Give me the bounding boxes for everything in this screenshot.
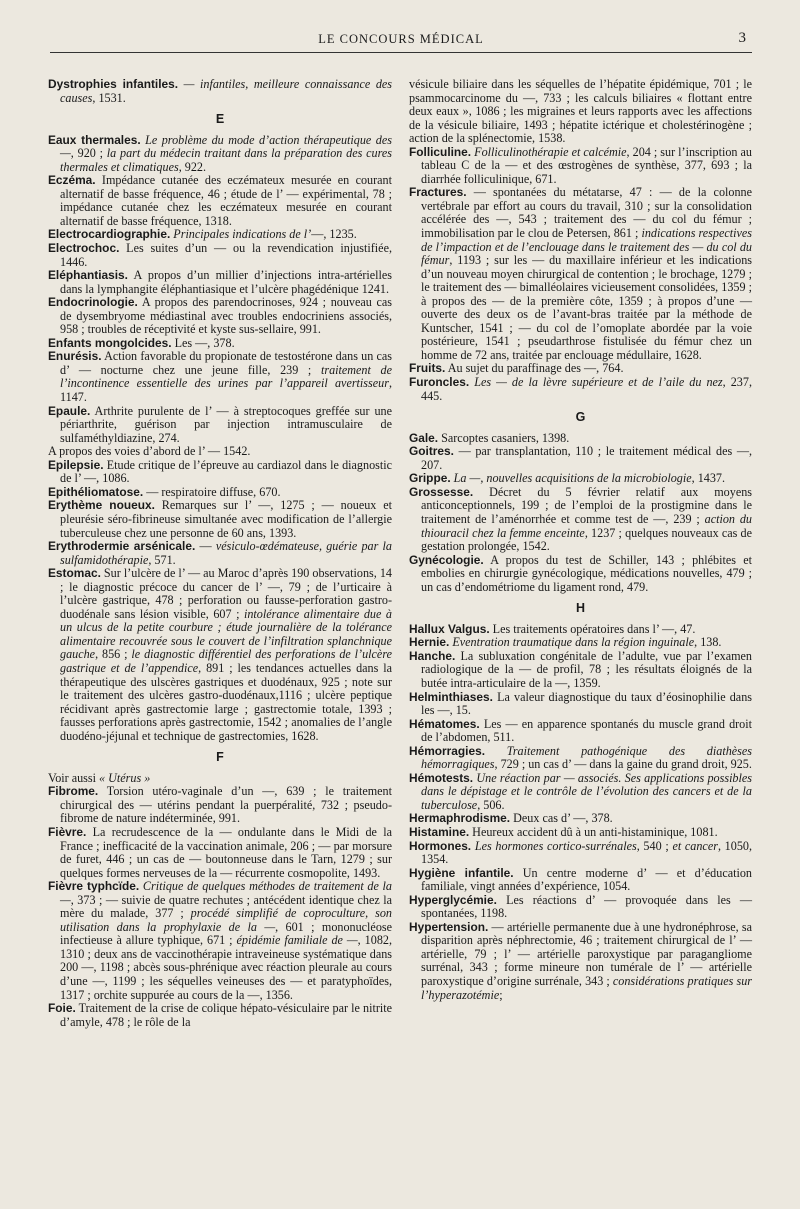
entry-italic-text: action du thiouracil chez la femme enceinte bbox=[421, 511, 752, 540]
entry-text: Torsion utéro-vaginale d’un —, 639 ; le traitement chirurgical des — utérins pendant la puerpéralité, 732 ; pseudo-fibrome de nature indéterminée, 991. bbox=[60, 784, 392, 826]
entry-text: , 1437. bbox=[691, 471, 726, 486]
entry-heading: Fièvre typhcïde. bbox=[48, 879, 140, 894]
entry-text: Les —, 378. bbox=[171, 335, 235, 350]
section-letter: E bbox=[215, 112, 225, 127]
entry-heading: Fibrome. bbox=[48, 784, 99, 799]
index-entry bbox=[48, 269, 392, 296]
entry-text: , 1082, 1310 ; deux ans de vaccinothérapie intraveineuse systématique dans 200 —, 1198 ; abcès sous-phrénique avec réaction pleurale au cours d’une —, 1199 ; les séquelles veineuses des — et paratyphoïdes, 1317 ; orchite suppurée au cours de la —, 1356. bbox=[60, 933, 392, 1002]
index-entry bbox=[48, 134, 392, 175]
index-entry bbox=[409, 894, 752, 921]
entry-text: La recrudescence de la — ondulante dans le Midi de la France ; inefficacité de la vaccination animale, 206 ; — par morsure de furet, 446 ; un cas de — boutonneuse dans le Tarn, 1279 ; sur quelques formes nerveuses de la — récurrente cosmopolite, 1493. bbox=[60, 824, 392, 880]
entry-text: , 601 ; mononucléose infectieuse à allure typhique, 671 ; bbox=[60, 919, 392, 948]
entry-heading: Hallux Valgus. bbox=[409, 621, 490, 636]
index-entry bbox=[409, 186, 752, 362]
entry-text bbox=[485, 744, 507, 758]
entry-heading: Hermaphrodisme. bbox=[409, 811, 511, 826]
entry-heading: Furoncles. bbox=[409, 375, 470, 390]
entry-heading: Estomac. bbox=[48, 566, 101, 581]
entry-italic-text: traitement de l’incontinence essentielle des urines par l’appareil avertisseur bbox=[60, 362, 392, 391]
entry-text: Impédance cutanée des eczémateux mesurée en courant alternatif de basse fréquence, 46 ; étude de l’ — expérimental, 78 ; impédance cutanée chez les eczémateux mesurée en courant alternatif de basse fréquence, 1318. bbox=[60, 173, 392, 228]
entry-text: , 729 ; un cas d’ — dans la gaine du grand droit, 925. bbox=[494, 757, 752, 772]
index-entry-continuation bbox=[409, 78, 752, 146]
entry-text: , 1237 ; quelques nouveaux cas de gestation prolongée, 1542. bbox=[421, 525, 753, 554]
entry-text: Traitement de la crise de colique hépato-vésiculaire par le nitrite d’amyle, 478 ; le rôle de la bbox=[60, 1001, 392, 1029]
entry-heading: Foie. bbox=[48, 1001, 76, 1016]
index-entry bbox=[409, 650, 752, 691]
entry-text: — spontanées du métatarse, 47 : — de la colonne vertébrale par effort au cours du travail, 310 ; sur la consolidation accélérée des —, 543 ; traitement des — du col du fémur ; immobilisation par le clou de Petersen, 861 ; bbox=[421, 185, 752, 241]
entry-text: vésicule biliaire dans les séquelles de l’hépatite épidémique, 701 ; le psammocarcinome du —, 733 ; les calculs biliaires « flottant entre deux eaux », 1086 ; les migraines et leurs rapports avec les affections de la vésicule biliaire, 1493 ; hépatite ictérique et cholestérinogène ; action de la splénectomie, 1538. bbox=[409, 77, 752, 146]
entry-text: , 373 ; — suivie de quatre rechutes ; antécédent identique chez la mère du malade, 377 ; bbox=[60, 892, 392, 921]
index-entry bbox=[48, 826, 392, 880]
entry-text: Sur l’ulcère de l’ — au Maroc d’après 190 observations, 14 ; le diagnostic précoce du cancer de l’ —, 79 ; de l’urticaire à l’ulcère gastrique, 478 ; perforation ou fausse-perforation gastro-duodénale sans lésion visible, 607 ; bbox=[60, 566, 392, 621]
entry-text: Les réactions d’ — provoquée dans les — spontanées, 1198. bbox=[421, 892, 752, 921]
entry-heading: Fièvre. bbox=[48, 824, 87, 839]
entry-text: , 204 ; sur l’inscription au tableau C de la — et des œstrogènes de synthèse, 377, 693 ; la diarrhée folliculinique, 671. bbox=[421, 144, 752, 186]
entry-heading: Hyperglycémie. bbox=[409, 892, 497, 907]
index-entry bbox=[409, 840, 752, 867]
entry-text: , 1531. bbox=[92, 90, 126, 105]
entry-text: Voir aussi bbox=[48, 770, 100, 785]
index-entry bbox=[48, 78, 392, 105]
entry-heading: Hémotests. bbox=[409, 770, 474, 785]
index-entry bbox=[48, 296, 392, 337]
index-entry bbox=[48, 459, 392, 486]
index-entry bbox=[48, 174, 392, 228]
entry-text: — par transplantation, 110 ; le traitement médical des —, 207. bbox=[421, 444, 752, 472]
entry-text: Un centre moderne d’ — et d’éducation familiale, vingt années d’expérience, 1054. bbox=[421, 865, 752, 894]
entry-heading: Electrochoc. bbox=[48, 241, 120, 256]
index-entry bbox=[48, 1002, 392, 1029]
index-entry bbox=[409, 921, 752, 1002]
index-entry bbox=[409, 745, 752, 772]
entry-text: — artérielle permanente due à une hydronéphrose, sa disparition après néphrectomie, 46 ; traitement chirurgical de l’ — artérielle, 79 ; l’ — artérielle paroxystique par paragangliome surrénal, 343 ; forme mineure non tumérale de l’ — artérielle paroxystique d’origine surrénale, 343 ; bbox=[421, 919, 752, 988]
running-title: LE CONCOURS MÉDICAL bbox=[318, 32, 484, 46]
entry-text: La valeur diagnostique du taux d’éosinophilie dans les —, 15. bbox=[421, 689, 752, 718]
entry-heading: Hanche. bbox=[409, 648, 456, 663]
entry-italic-text: vésiculo-œdémateuse, guérie par la sulfamidothérapie bbox=[60, 539, 392, 567]
entry-heading: Grippe. bbox=[409, 471, 451, 486]
entry-heading: Histamine. bbox=[409, 824, 470, 839]
entry-heading: Eléphantiasis. bbox=[48, 268, 128, 283]
entry-italic-text: Eventration traumatique dans la région inguinale bbox=[452, 635, 695, 650]
entry-heading: Enurésis. bbox=[48, 349, 102, 364]
entry-heading: Epilepsie. bbox=[48, 457, 104, 472]
index-entry bbox=[409, 826, 752, 840]
entry-heading: Electrocardiographie. bbox=[48, 227, 171, 242]
entry-text: , 891 ; les tendances actuelles dans la thérapeutique des ulscères gastriques et duodénaux, 925 ; note sur le traitement des ulcères gastro-duodénaux,1116 ; ulcère peptique récidivant après gastrectomie large ; gastrectomie totale, 1393 ; fausses perforations après gastrectomie, 1542 ; anomalies de l’angle duodéno-jéjunal et technique de gastrectomies, 1628. bbox=[60, 660, 392, 743]
index-entry bbox=[48, 499, 392, 540]
entry-text: A propos d’un millier d’injections intra-artérielles dans la lymphangite éléphantiasique et l’ulcère phagédénique 1241. bbox=[60, 268, 392, 296]
entry-heading: Epaule. bbox=[48, 403, 91, 418]
index-entry bbox=[409, 432, 752, 446]
entry-heading: Fruits. bbox=[409, 361, 446, 376]
index-entry-continuation bbox=[48, 772, 392, 786]
entry-text: , 506. bbox=[477, 797, 505, 812]
index-entry bbox=[409, 472, 752, 486]
index-entry bbox=[409, 812, 752, 826]
entry-text: , 920 ; bbox=[70, 146, 107, 161]
index-entry bbox=[48, 567, 392, 743]
index-entry bbox=[409, 718, 752, 745]
entry-text: Les traitements opératoires dans l’ —, 47. bbox=[489, 621, 696, 636]
right-column bbox=[409, 78, 752, 1002]
entry-text: Les suites d’un — ou la revendication injustifiée, 1446. bbox=[60, 241, 392, 269]
entry-text: , 1050, 1354. bbox=[421, 838, 752, 867]
entry-heading: Endocrinologie. bbox=[48, 295, 138, 310]
index-entry bbox=[48, 785, 392, 826]
entry-heading: Goitres. bbox=[409, 444, 454, 459]
entry-heading: Hormones. bbox=[409, 838, 472, 853]
entry-heading: Fractures. bbox=[409, 185, 467, 200]
entry-italic-text: procédé simplifié de coproculture, son utilisation dans la prophylaxie de la — bbox=[60, 906, 392, 934]
index-entry bbox=[48, 405, 392, 446]
section-letter: F bbox=[216, 750, 224, 765]
entry-heading: Hygiène infantile. bbox=[409, 865, 514, 880]
entry-text: Les — en apparence spontanés du muscle grand droit de l’abdomen, 511. bbox=[421, 716, 752, 745]
entry-heading: Hématomes. bbox=[409, 716, 480, 731]
entry-text: A propos des parendocrinoses, 924 ; nouveau cas de dysembryome médiastinal avec troubles endocriniens associés, 958 ; troubles de réceptivité et kyste sus-sellaire, 991. bbox=[60, 295, 392, 337]
entry-text: Action favorable du propionate de testostérone dans un cas d’ — nocturne chez une jeune fille, 239 ; bbox=[60, 349, 392, 377]
index-entry bbox=[409, 362, 752, 376]
entry-text: , 922. bbox=[178, 159, 207, 174]
index-entry bbox=[409, 867, 752, 894]
entry-heading: Gale. bbox=[409, 430, 439, 445]
entry-heading: Erythème noueux. bbox=[48, 498, 155, 513]
entry-italic-text: Une réaction par — associés. Ses applications possibles dans le dépistage et le contrôle de l’évolution des cancers et de la tuberculose bbox=[421, 770, 752, 812]
entry-italic-text: Critique de quelques méthodes de traitement de la — bbox=[60, 879, 392, 907]
entry-heading: Gynécologie. bbox=[409, 552, 484, 567]
entry-italic-text: la part du médecin traitant dans la préparation des cures thermales et climatiques bbox=[60, 146, 392, 174]
left-column bbox=[48, 78, 392, 1029]
index-entry bbox=[409, 445, 752, 472]
entry-heading: Eaux thermales. bbox=[48, 132, 141, 147]
entry-italic-text: La —, nouvelles acquisitions de la microbiologie bbox=[453, 471, 692, 486]
entry-heading: Dystrophies infantiles. bbox=[48, 77, 179, 91]
entry-heading: Epithéliomatose. bbox=[48, 484, 144, 499]
entry-heading: Hernie. bbox=[409, 635, 450, 650]
entry-text: —, 1235. bbox=[311, 227, 357, 242]
index-entry bbox=[48, 242, 392, 269]
entry-heading: Hypertension. bbox=[409, 919, 489, 934]
entry-heading: Folliculine. bbox=[409, 144, 472, 159]
entry-italic-text: « Utérus » bbox=[99, 770, 151, 785]
entry-text: Remarques sur l’ —, 1275 ; — noueux et pleurésie séro-fibrineuse simultanée avec modification de l’allergie tuberculeuse chez une personne de 60 ans, 1393. bbox=[60, 498, 392, 540]
entry-heading: Enfants mongolcides. bbox=[48, 335, 172, 350]
entry-text: A propos du test de Schiller, 143 ; phlébites et embolies en chirurgie gynécologique, médications nouvelles, 479 ; un cas d’endométriome du ligament rond, 479. bbox=[421, 552, 752, 594]
entry-text: Arthrite purulente de l’ — à streptocoques greffée sur une périarthrite, guérison par injection intramusculaire de sulfaméthyldiazine, 274. bbox=[60, 403, 392, 445]
entry-text: Décret du 5 février relatif aux moyens anticonceptionnels, 199 ; de l’emploi de la prostigmine dans le traitement de l’aménorrhée et comme test de —, 239 ; bbox=[421, 484, 752, 526]
index-entry bbox=[409, 486, 752, 554]
entry-italic-text: Les hormones cortico-surrénales bbox=[474, 838, 637, 853]
entry-italic-text: le diagnostic différentiel des perforations de l’ulcère gastrique et de l’appendice bbox=[60, 647, 392, 675]
entry-text: , 540 ; bbox=[636, 838, 673, 853]
index-entry bbox=[409, 554, 752, 595]
entry-heading: Eczéma. bbox=[48, 173, 96, 188]
page-number: 3 bbox=[738, 30, 746, 46]
entry-text: — respiratoire diffuse, 670. bbox=[143, 484, 281, 499]
entry-text: La subluxation congénitale de l’adulte, vue par l’examen radiologique de la — de profil, 78 ; les résultats éloignés de la butée intra-articulaire de la —, 1359. bbox=[421, 648, 752, 690]
entry-heading: Hémorragies. bbox=[409, 743, 486, 758]
entry-heading: Helminthiases. bbox=[409, 689, 493, 704]
entry-italic-text: Principales indications de l’ bbox=[173, 227, 312, 242]
entry-text: , 138. bbox=[694, 635, 722, 650]
entry-text: , 237, 445. bbox=[421, 375, 752, 403]
entry-italic-text: considérations pratiques sur l’hyperazotémie bbox=[421, 974, 752, 1002]
entry-text: A propos des voies d’abord de l’ — 1542. bbox=[48, 444, 251, 459]
index-entry bbox=[409, 623, 752, 637]
entry-text: Au sujet du paraffinage des —, 764. bbox=[445, 361, 624, 376]
index-entry bbox=[409, 146, 752, 187]
entry-italic-text: Les — de la lèvre supérieure et de l’aile du nez bbox=[474, 375, 723, 390]
index-entry bbox=[48, 540, 392, 567]
index-entry-continuation bbox=[48, 445, 392, 459]
entry-text: — bbox=[195, 539, 216, 554]
entry-text: , 1193 ; sur les — du maxillaire inférieur et les indications d’un nouveau moyen chirurgical de contention ; le brochage, 1279 ; le traitement des — bimalléolaires vicieusement consolidées, 1359 ; à propos des — de la première côte, 1359 ; à propos d’une — ouverte des deux os de l’avant-bras traitée par la méthode de Kuntscher, 1541 ; — du col de l’omoplate abordée par la voie postérieure, 1541 ; pseudarthrose fistulisée du fémur chez un homme de 72 ans, traitée par enclouage médullaire, 1628. bbox=[421, 253, 752, 362]
section-letter: G bbox=[575, 410, 586, 425]
entry-italic-text: épidémie familiale de — bbox=[236, 933, 358, 948]
entry-italic-text: Folliculinothérapie et calcémie bbox=[474, 144, 627, 159]
entry-heading: Erythrodermie arsénicale. bbox=[48, 539, 196, 554]
entry-text: , 571. bbox=[148, 552, 176, 567]
entry-text: Deux cas d’ —, 378. bbox=[510, 811, 613, 826]
section-letter: H bbox=[575, 601, 586, 616]
index-entry bbox=[48, 350, 392, 404]
entry-italic-text: Le problème du mode d’action thérapeutique des — bbox=[60, 132, 392, 161]
entry-italic-text: indications respectives de l’impaction et de l’enclouage dans le traitement des — du col du fémur bbox=[421, 226, 752, 268]
entry-text: Etude critique de l’épreuve au cardiazol dans le diagnostic de l’ —, 1086. bbox=[60, 457, 392, 486]
page-header bbox=[50, 30, 752, 53]
index-entry bbox=[48, 880, 392, 1002]
entry-italic-text: Traitement pathogénique des diathèses hémorragiques bbox=[421, 743, 752, 772]
entry-text: , 856 ; bbox=[95, 647, 132, 662]
index-entry bbox=[48, 337, 392, 351]
index-entry bbox=[48, 228, 392, 242]
entry-text: , 1147. bbox=[60, 376, 392, 405]
entry-italic-text: intolérance alimentaire due à un ulcus de la petite courbure ; étude journalière de la tolérance alimentaire recouvrée sous le couvert de l’infiltration splanchnique gauche bbox=[60, 606, 392, 662]
entry-text: ; bbox=[499, 987, 503, 1002]
entry-heading: Grossesse. bbox=[409, 484, 474, 499]
index-entry bbox=[409, 636, 752, 650]
index-entry bbox=[409, 772, 752, 813]
index-entry bbox=[409, 691, 752, 718]
entry-italic-text: et cancer bbox=[672, 838, 718, 853]
entry-text: Sarcoptes casaniers, 1398. bbox=[438, 430, 570, 445]
index-entry bbox=[409, 376, 752, 403]
entry-italic-text: — infantiles, meilleure connaissance des causes bbox=[60, 77, 392, 105]
entry-text: Heureux accident dû à un anti-histaminique, 1081. bbox=[469, 824, 718, 839]
index-entry bbox=[48, 486, 392, 500]
